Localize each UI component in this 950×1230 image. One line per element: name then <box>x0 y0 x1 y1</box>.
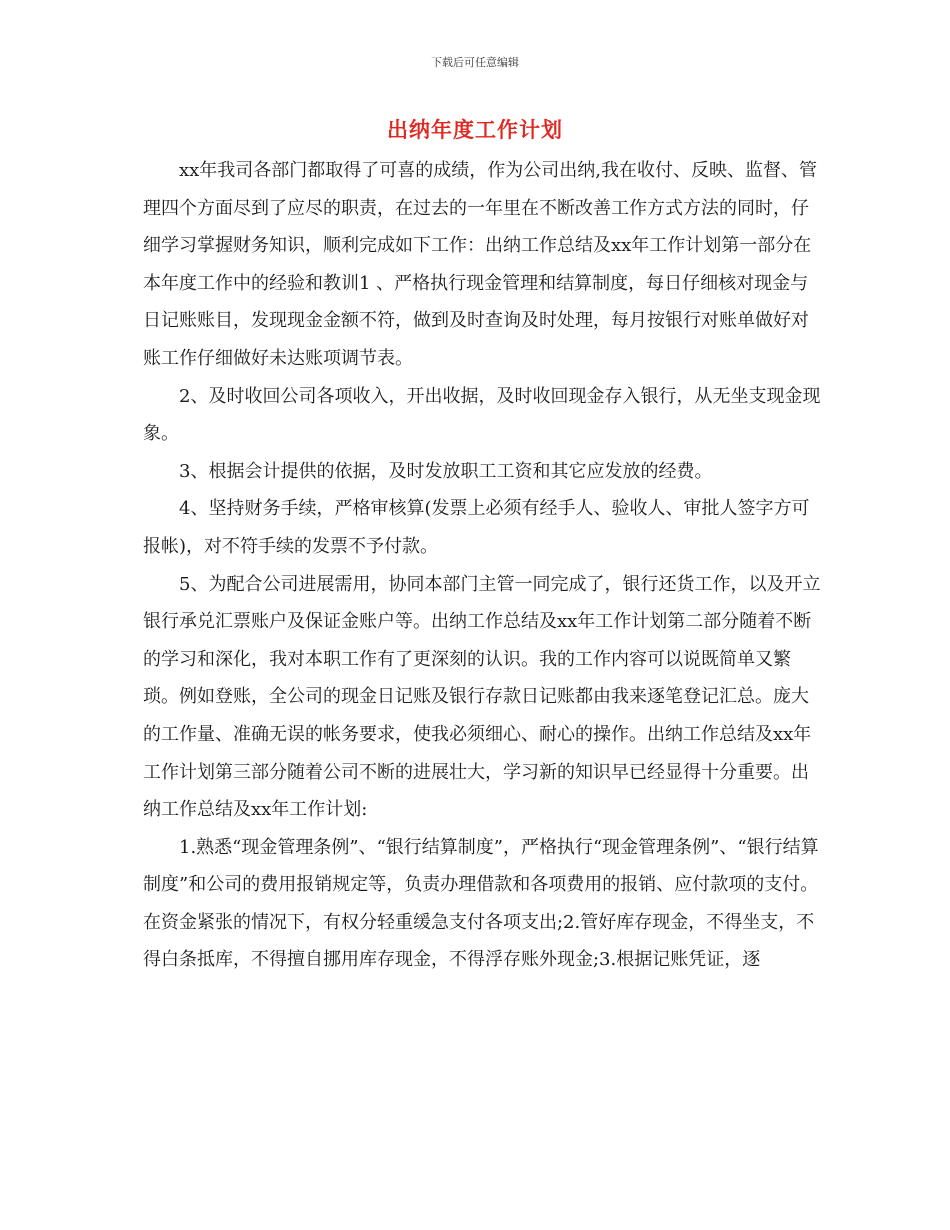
paragraph-4: 4、坚持财务手续，严格审核算(发票上必须有经手人、验收人、审批人签字方可报帐)，对不符手续的发票不予付款。 <box>143 498 810 557</box>
paragraph-5: 5、为配合公司进展需用，协同本部门主管一同完成了，银行还货工作，以及开立银行承兑汇票账户及保证金账户等。出纳工作总结及xx年工作计划第二部分随着不断的学习和深化，我对本职工作有了更深刻的认识。我的工作内容可以说既简单又繁琐。例如登账，全公司的现金日记账及银行存款日记账都由我来逐笔登记汇总。庞大的工作量、准确无误的帐务要求，使我必须细心、耐心的操作。出纳工作总结及xx年工作计划第三部分随着公司不断的进展壮大，学习新的知识早已经显得十分重要。出纳工作总结及xx年工作计划: <box>143 573 821 821</box>
header-note: 下载后可任意编辑 <box>431 56 519 69</box>
paragraph-plan: 1.熟悉“现金管理条例”、“银行结算制度”，严格执行“现金管理条例”、“银行结算制度”和公司的费用报销规定等，负责办理借款和各项费用的报销、应付款项的支付。在资金紧张的情况下，有权分轻重缓急支付各项支出;2.管好库存现金，不得坐支，不得白条抵库，不得擅自挪用库存现金，不得浮存账外现金;3.根据记账凭证，逐 <box>143 836 819 971</box>
paragraph-2: 2、及时收回公司各项收入，开出收据，及时收回现金存入银行，从无坐支现金现象。 <box>143 385 821 445</box>
paragraph-intro: xx年我司各部门都取得了可喜的成绩，作为公司出纳,我在收付、反映、监督、管理四个方面尽到了应尽的职责，在过去的一年里在不断改善工作方式方法的同时，仔细学习掌握财务知识，顺利完成如下工作：出纳工作总结及xx年工作计划第一部分在本年度工作中的经验和教训1 、严格执行现金管理和结算制度，每日仔细核对现金与日记账账目，发现现金金额不符，做到及时查询及时处理，每月按银行对账单做好对账工作仔细做好未达账项调节表。 <box>143 160 818 369</box>
document-body <box>143 152 823 979</box>
paragraph-3: 3、根据会计提供的依据，及时发放职工工资和其它应发放的经费。 <box>179 460 713 482</box>
document-title: 出纳年度工作计划 <box>387 118 563 142</box>
